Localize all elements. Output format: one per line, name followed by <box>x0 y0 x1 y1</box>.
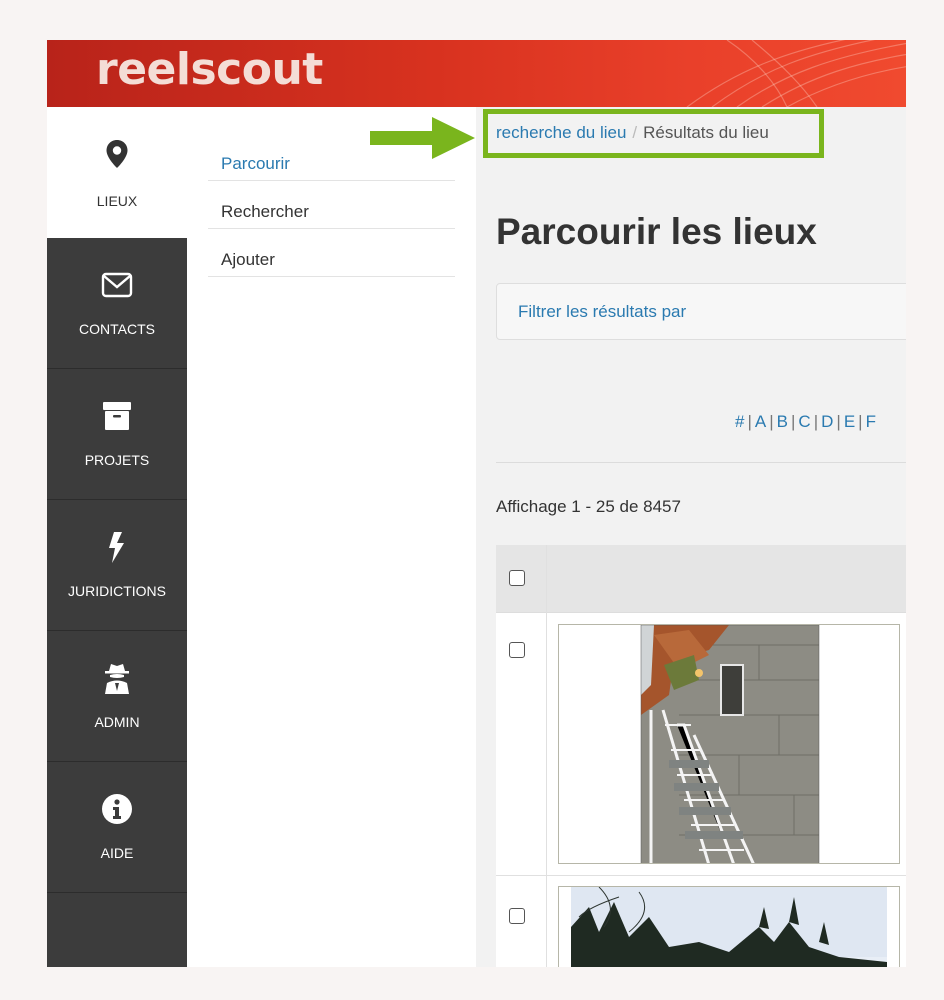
location-thumbnail[interactable] <box>558 624 900 864</box>
breadcrumb-separator: / <box>632 123 638 142</box>
subnav-item-ajouter[interactable]: Ajouter <box>208 229 455 277</box>
sidebar-item-label: JURIDICTIONS <box>68 583 166 599</box>
map-pin-icon <box>100 137 134 171</box>
sidebar-item-label: PROJETS <box>84 452 150 468</box>
archive-box-icon <box>100 399 134 433</box>
alpha-link[interactable]: D <box>821 412 834 431</box>
sidebar-item-label: AIDE <box>100 845 134 861</box>
alpha-link[interactable]: C <box>798 412 811 431</box>
sidebar-item-aide[interactable] <box>47 762 187 893</box>
sidebar-item-label: LIEUX <box>96 193 138 209</box>
arrow-pointer-icon <box>370 113 475 163</box>
location-thumbnail[interactable] <box>558 886 900 967</box>
alpha-separator: | <box>791 412 796 431</box>
alpha-link[interactable]: E <box>843 412 856 431</box>
alpha-separator: | <box>858 412 863 431</box>
winter-river-forest-photo <box>559 887 900 967</box>
page-title: Parcourir les lieux <box>496 211 817 252</box>
alpha-separator: | <box>813 412 819 431</box>
subnav-item-rechercher[interactable]: Rechercher <box>208 181 455 229</box>
sidebar-item-contacts[interactable] <box>47 238 187 369</box>
sidebar-item-admin[interactable] <box>47 631 187 762</box>
alpha-link[interactable]: A <box>754 412 767 431</box>
sidebar-item-projets[interactable] <box>47 369 187 500</box>
results-table <box>496 545 906 967</box>
select-all-checkbox[interactable] <box>509 570 525 586</box>
alpha-link[interactable]: F <box>865 412 876 431</box>
info-circle-icon <box>100 792 134 826</box>
sidebar-item-label: ADMIN <box>94 714 140 730</box>
row-checkbox[interactable] <box>509 908 525 924</box>
stone-house-with-stairs-photo <box>559 625 900 864</box>
subnav-item-parcourir[interactable]: Parcourir <box>208 133 455 181</box>
app-window <box>47 40 906 967</box>
alpha-separator: | <box>769 412 774 431</box>
alpha-link[interactable]: B <box>776 412 788 431</box>
lightning-bolt-icon <box>100 530 134 564</box>
spy-user-icon <box>100 661 134 695</box>
sub-nav <box>187 107 476 967</box>
breadcrumb-link[interactable]: recherche du lieu <box>496 123 627 142</box>
sidebar-item-lieux[interactable] <box>47 107 187 238</box>
alpha-separator: | <box>747 412 752 431</box>
header-decoration <box>667 40 906 107</box>
table-header <box>496 545 906 613</box>
filter-panel[interactable] <box>496 283 906 340</box>
breadcrumb <box>496 123 769 143</box>
main-sidebar <box>47 107 187 967</box>
alpha-separator: | <box>836 412 841 431</box>
breadcrumb-current: Résultats du lieu <box>643 123 769 142</box>
result-count: Affichage 1 - 25 de 8457 <box>496 497 681 516</box>
table-row <box>496 614 906 876</box>
main-content <box>476 107 906 967</box>
alpha-link[interactable]: # <box>735 412 745 431</box>
row-checkbox[interactable] <box>509 642 525 658</box>
sidebar-item-juridictions[interactable] <box>47 500 187 631</box>
reelscout-logo[interactable]: reelscout <box>96 44 323 95</box>
divider <box>496 462 906 463</box>
top-bar <box>47 40 906 107</box>
filter-toggle-link[interactable]: Filtrer les résultats par <box>518 302 687 321</box>
sidebar-item-label: CONTACTS <box>79 321 155 337</box>
alphabet-index <box>735 412 876 432</box>
envelope-icon <box>100 268 134 302</box>
table-row <box>496 876 906 967</box>
